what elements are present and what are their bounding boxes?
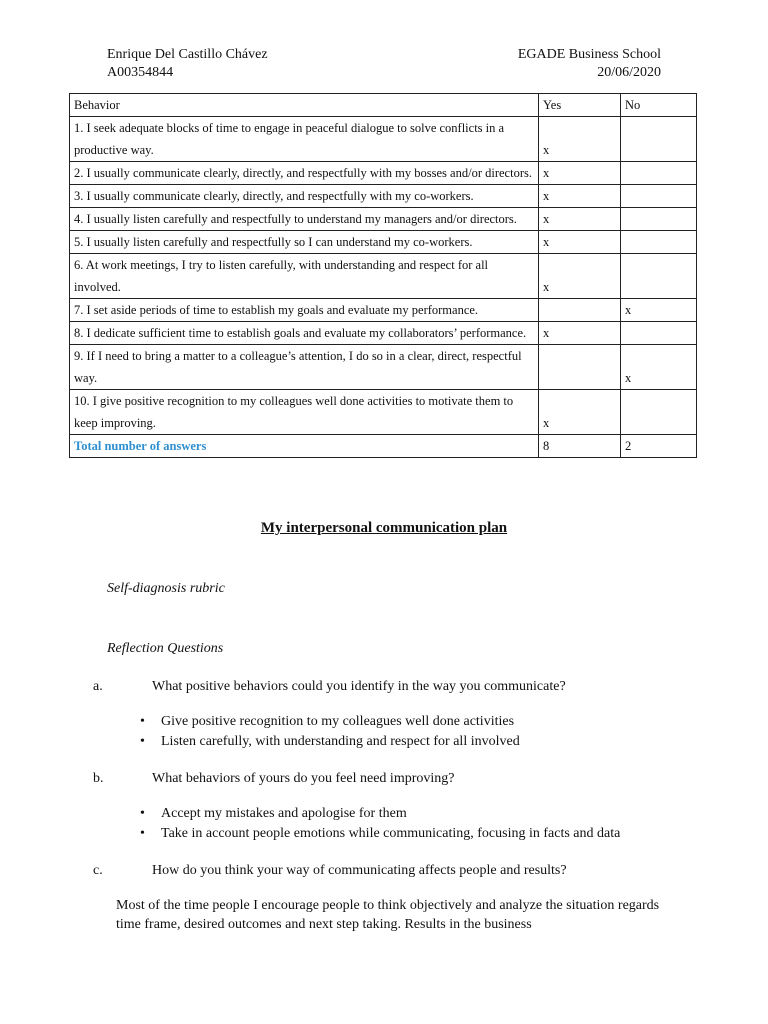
yes-cell (539, 345, 621, 390)
total-yes: 8 (539, 435, 621, 458)
yes-cell: x (539, 231, 621, 254)
no-cell (621, 231, 697, 254)
table-row (70, 117, 697, 162)
table-row (70, 231, 697, 254)
question-c (0, 862, 768, 880)
behavior-cell: 3. I usually communicate clearly, directly, and respectfully with my co-workers. (70, 185, 539, 208)
list-item: • Take in account people emotions while communicating, focusing in facts and data (140, 826, 621, 841)
yes-cell: x (539, 162, 621, 185)
behavior-cell: 2. I usually communicate clearly, directly, and respectfully with my bosses and/or directors. (70, 162, 539, 185)
no-cell (621, 208, 697, 231)
question-text: How do you think your way of communicating affects people and results? (152, 863, 567, 878)
behavior-cell: 10. I give positive recognition to my colleagues well done activities to motivate them to keep improving. (70, 390, 539, 435)
student-id: A00354844 (107, 65, 174, 80)
yes-cell: x (539, 185, 621, 208)
answer-b-list (140, 804, 620, 844)
table-row (70, 345, 697, 390)
table-header-row (70, 94, 697, 117)
behavior-cell: 4. I usually listen carefully and respectfully to understand my managers and/or directors. (70, 208, 539, 231)
question-text: What behaviors of yours do you feel need improving? (152, 771, 455, 786)
header-behavior: Behavior (70, 94, 539, 117)
no-cell (621, 117, 697, 162)
reflection-label: Reflection Questions (107, 641, 224, 656)
yes-cell: x (539, 254, 621, 299)
yes-cell: x (539, 117, 621, 162)
total-label: Total number of answers (70, 435, 539, 458)
question-letter: a. (93, 679, 103, 694)
total-row (70, 435, 697, 458)
rubric-label: Self-diagnosis rubric (107, 581, 225, 596)
list-item: • Listen carefully, with understanding and respect for all involved (140, 734, 520, 749)
school-block (518, 46, 661, 82)
question-b (0, 770, 768, 788)
behavior-cell: 8. I dedicate sufficient time to establish goals and evaluate my collaborators’ performance. (70, 322, 539, 345)
question-a (0, 678, 768, 696)
yes-cell: x (539, 322, 621, 345)
header-yes: Yes (539, 94, 621, 117)
no-cell (621, 322, 697, 345)
question-letter: c. (93, 863, 103, 878)
table-row (70, 185, 697, 208)
no-cell (621, 162, 697, 185)
header-no: No (621, 94, 697, 117)
question-letter: b. (93, 771, 104, 786)
list-item: • Give positive recognition to my colleagues well done activities (140, 714, 515, 729)
document-date: 20/06/2020 (597, 65, 661, 80)
yes-cell: x (539, 390, 621, 435)
behavior-cell: 6. At work meetings, I try to listen carefully, with understanding and respect for all involved. (70, 254, 539, 299)
answer-c-paragraph: Most of the time people I encourage people to think objectively and analyze the situation regards time frame, desired outcomes and next step taking. Results in the business (116, 898, 660, 932)
table-row (70, 208, 697, 231)
behavior-cell: 7. I set aside periods of time to establish my goals and evaluate my performance. (70, 299, 539, 322)
author-block (107, 46, 268, 82)
yes-cell: x (539, 208, 621, 231)
behavior-cell: 9. If I need to bring a matter to a colleague’s attention, I do so in a clear, direct, respectful way. (70, 345, 539, 390)
no-cell: x (621, 299, 697, 322)
no-cell (621, 185, 697, 208)
question-text: What positive behaviors could you identify in the way you communicate? (152, 679, 566, 694)
behavior-cell: 1. I seek adequate blocks of time to engage in peaceful dialogue to solve conflicts in a productive way. (70, 117, 539, 162)
school-name: EGADE Business School (517, 47, 661, 62)
table-row (70, 322, 697, 345)
answer-a-list (140, 712, 520, 752)
table-row (70, 299, 697, 322)
no-cell: x (621, 345, 697, 390)
table-row (70, 390, 697, 435)
list-item: • Accept my mistakes and apologise for them (140, 806, 407, 821)
plan-title: My interpersonal communication plan (260, 520, 508, 536)
behavior-cell: 5. I usually listen carefully and respectfully so I can understand my co-workers. (70, 231, 539, 254)
table-row (70, 162, 697, 185)
author-name: Enrique Del Castillo Chávez (107, 47, 268, 62)
self-diagnosis-table (69, 93, 697, 458)
no-cell (621, 390, 697, 435)
no-cell (621, 254, 697, 299)
total-no: 2 (621, 435, 697, 458)
yes-cell (539, 299, 621, 322)
table-row (70, 254, 697, 299)
